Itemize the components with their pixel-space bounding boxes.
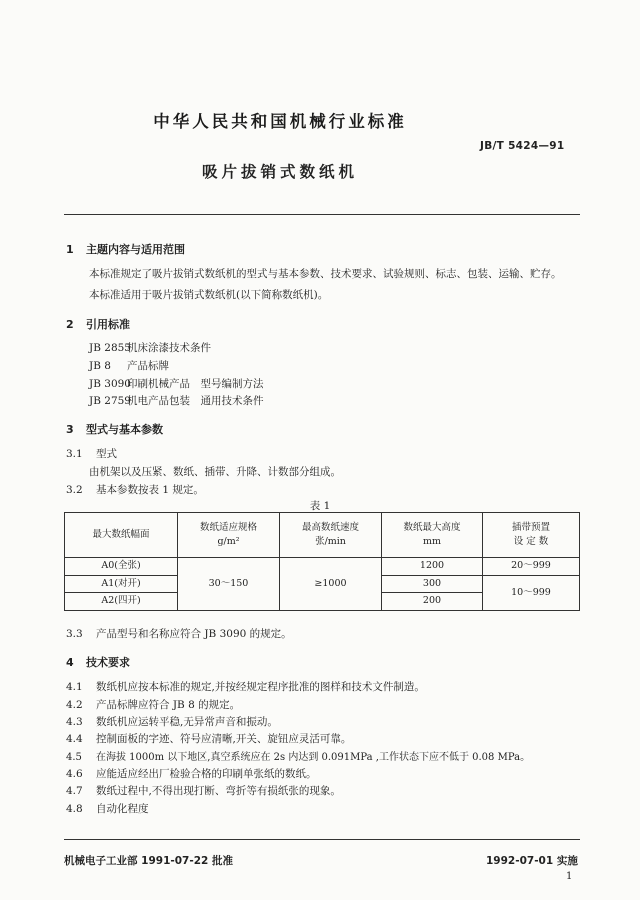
document-title: 吸片拔销式数纸机: [201, 163, 358, 181]
clause-3-1: 3.1 型式: [66, 448, 117, 460]
implementation-date: 1992-07-01 实施: [486, 855, 578, 867]
clause-4-1: 4.1 数纸机应按本标准的规定,并按经规定程序批准的图样和技术文件制造。: [66, 681, 425, 693]
scope-paragraph-1: 本标准规定了吸片拔销式数纸机的型式与基本参数、技术要求、试验规则、标志、包装、运输、贮存。: [89, 268, 562, 280]
table-cell: 10～999: [483, 575, 580, 610]
table-header-cell: 数纸最大高度 mm: [382, 513, 483, 558]
standard-number: JB/T 5424—91: [480, 140, 565, 152]
section-1-heading: 1 主题内容与适用范围: [66, 243, 185, 256]
reference-item: JB 2759机电产品包装 通用技术条件: [89, 395, 264, 407]
scope-paragraph-2: 本标准适用于吸片拔销式数纸机(以下简称数纸机)。: [89, 289, 329, 301]
table-header-cell: 插带预置 设 定 数: [483, 513, 580, 558]
clause-3-2: 3.2 基本参数按表 1 规定。: [66, 484, 204, 496]
table-row: [65, 558, 580, 576]
clause-4-6: 4.6 应能适应经出厂检验合格的印刷单张纸的数纸。: [66, 768, 317, 780]
standard-body-heading: 中华人民共和国机械行业标准: [153, 112, 407, 131]
clause-4-2: 4.2 产品标牌应符合 JB 8 的规定。: [66, 699, 241, 711]
table-cell: A2(四开): [65, 593, 178, 611]
table-cell: 1200: [382, 558, 483, 576]
table-cell: ≥1000: [280, 558, 382, 611]
table-cell: A0(全张): [65, 558, 178, 576]
section-3-heading: 3 型式与基本参数: [66, 423, 163, 436]
section-2-heading: 2 引用标准: [66, 318, 130, 331]
clause-4-5: 4.5 在海拔 1000m 以下地区,真空系统应在 2s 内达到 0.091MPa ,工作状态下应不低于 0.08 MPa。: [66, 752, 531, 763]
approval-line: 机械电子工业部 1991-07-22 批准: [64, 855, 233, 867]
reference-item: JB 8 产品标牌: [89, 360, 169, 372]
section-4-heading: 4 技术要求: [66, 656, 130, 669]
clause-4-4: 4.4 控制面板的字迹、符号应清晰,开关、旋钮应灵活可靠。: [66, 733, 352, 745]
page-number: 1: [566, 871, 573, 882]
reference-item: JB 3090印刷机械产品 型号编制方法: [89, 378, 264, 390]
table-cell: 300: [382, 575, 483, 593]
table-cell: 20～999: [483, 558, 580, 576]
clause-4-3: 4.3 数纸机应运转平稳,无异常声音和振动。: [66, 716, 278, 728]
clause-4-7: 4.7 数纸过程中,不得出现打断、弯折等有损纸张的现象。: [66, 785, 341, 797]
table-cell: A1(对开): [65, 575, 178, 593]
table-header-cell: 最高数纸速度 张/min: [280, 513, 382, 558]
table-header-cell: 最大数纸幅面: [65, 513, 178, 558]
footer-rule: [64, 839, 580, 840]
header-rule: [64, 214, 580, 215]
table-cell: 200: [382, 593, 483, 611]
clause-3-1-text: 由机架以及压紧、数纸、插带、升降、计数部分组成。: [89, 466, 341, 478]
clause-3-3: 3.3 产品型号和名称应符合 JB 3090 的规定。: [66, 628, 292, 640]
table-cell: 30～150: [178, 558, 280, 611]
clause-4-8: 4.8 自动化程度: [66, 803, 149, 815]
reference-item: JB 2855机床涂漆技术条件: [89, 342, 211, 354]
table-caption: 表 1: [309, 500, 331, 512]
parameters-table: [64, 512, 580, 611]
table-header-cell: 数纸适应规格 g/m²: [178, 513, 280, 558]
